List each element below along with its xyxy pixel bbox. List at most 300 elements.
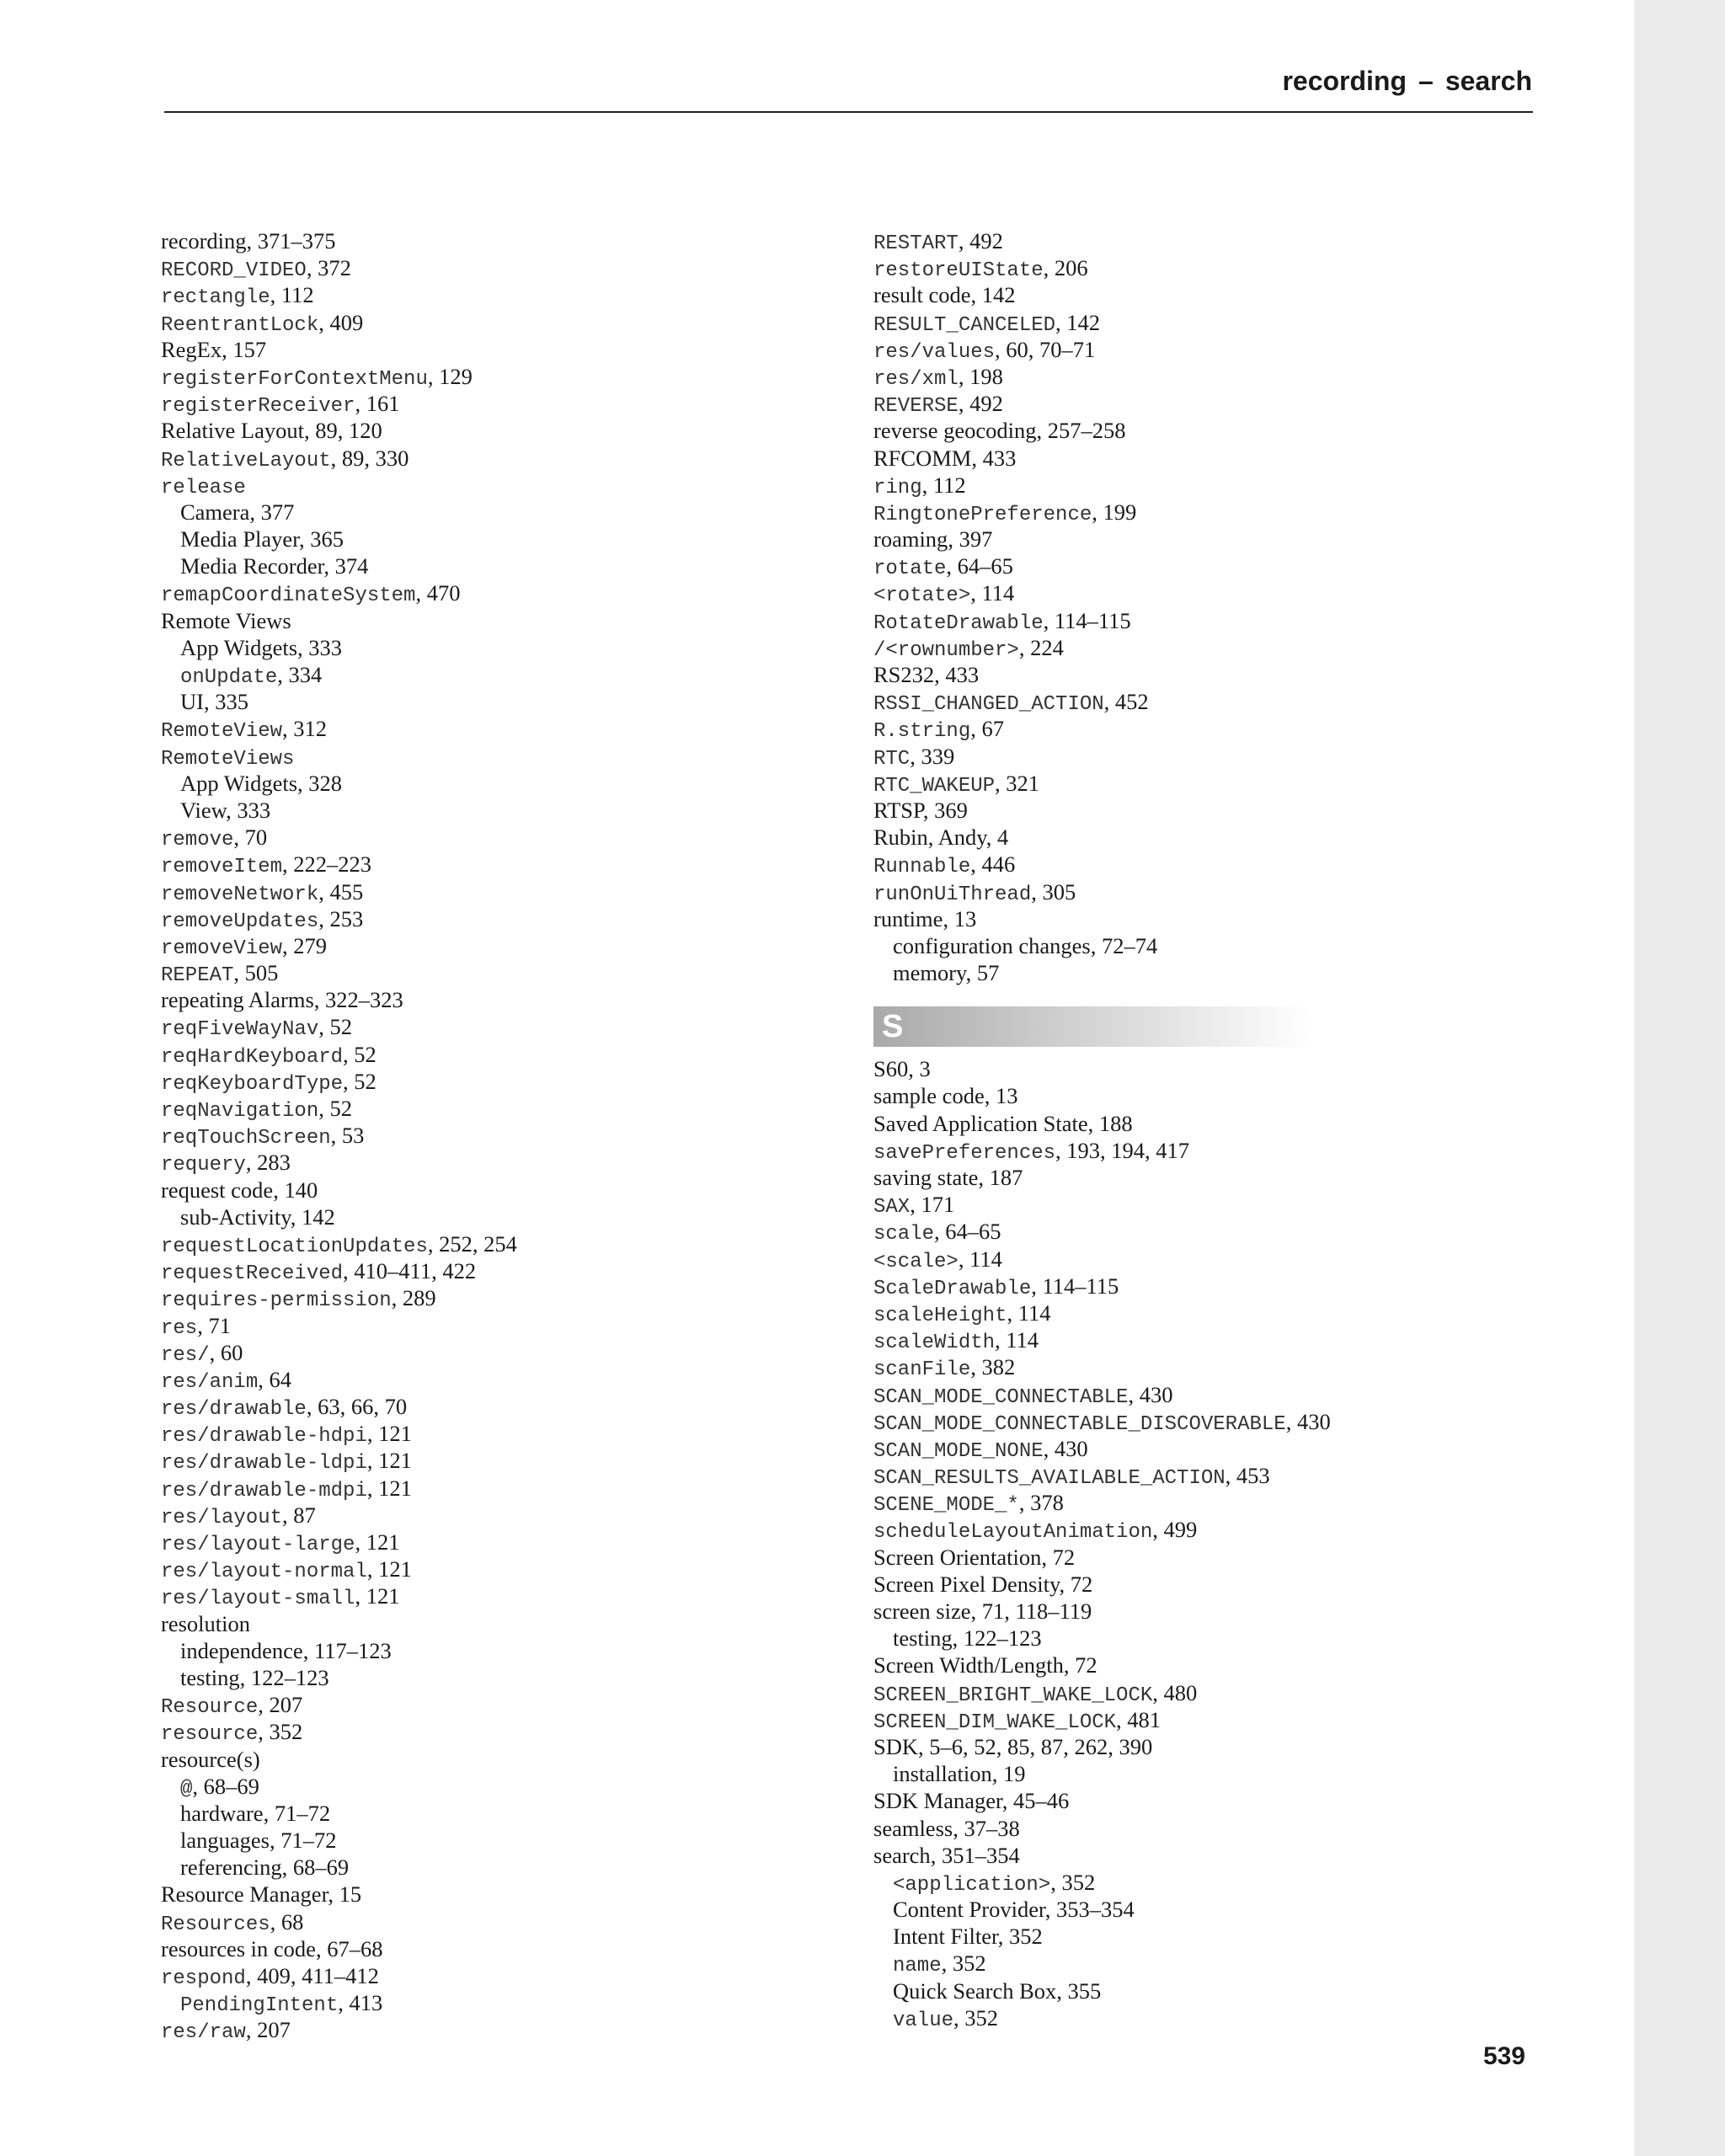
index-page-refs: , 312 xyxy=(282,716,328,742)
index-subentry xyxy=(873,1950,1581,1977)
index-entry xyxy=(873,851,1581,878)
index-page-refs: , 410–411, 422 xyxy=(343,1258,477,1284)
index-page-refs: , 72 xyxy=(1059,1571,1093,1597)
index-term: removeView xyxy=(161,937,283,960)
index-entry xyxy=(161,1746,835,1773)
index-page-refs: , 333 xyxy=(297,634,343,660)
index-entry xyxy=(873,1462,1581,1489)
index-page-refs: , 117–123 xyxy=(302,1637,392,1663)
index-page-refs: , 480 xyxy=(1152,1679,1198,1705)
index-page-refs: , 64 xyxy=(258,1366,291,1392)
index-page-refs: , 15 xyxy=(328,1881,362,1908)
index-entry xyxy=(873,1733,1581,1760)
index-page-refs: , 470 xyxy=(415,580,461,606)
index-entry xyxy=(161,1502,835,1529)
index-entry xyxy=(161,1962,835,1989)
index-page-refs: , 140 xyxy=(273,1177,318,1203)
index-entry xyxy=(873,281,1581,308)
index-term: View xyxy=(180,797,227,823)
index-term: independence xyxy=(180,1637,303,1663)
index-page-refs: , 188 xyxy=(1087,1110,1133,1136)
index-page-refs: , 114–115 xyxy=(1031,1273,1119,1299)
index-term: RESTART xyxy=(873,232,959,255)
index-page-refs: , 322–323 xyxy=(313,987,403,1013)
index-column-left xyxy=(161,227,835,2044)
index-page-refs: , 71 xyxy=(197,1312,231,1338)
index-page-refs: , 129 xyxy=(427,363,473,389)
index-term: requestReceived xyxy=(161,1262,344,1286)
index-page-refs: , 335 xyxy=(203,689,248,715)
index-term: RESULT_CANCELED xyxy=(873,313,1056,337)
index-entry xyxy=(161,1339,835,1366)
index-subentry xyxy=(161,499,835,526)
section-letter-heading xyxy=(873,1006,1311,1047)
index-term: UI xyxy=(180,689,204,715)
index-term: onUpdate xyxy=(180,666,278,689)
index-entry xyxy=(873,309,1581,336)
index-page-refs: , 430 xyxy=(1285,1408,1331,1434)
index-entry xyxy=(873,878,1581,905)
index-entry xyxy=(161,1881,835,1908)
index-entry xyxy=(873,1381,1581,1408)
index-page-refs: , 207 xyxy=(245,2017,291,2043)
index-page-refs: , 52 xyxy=(318,1096,352,1121)
index-page-refs: , 352 xyxy=(258,1719,303,1745)
index-term: res/layout-small xyxy=(161,1588,355,1611)
index-subentry xyxy=(161,1854,835,1881)
index-page-refs: , 122–123 xyxy=(952,1625,1042,1652)
index-term: search xyxy=(873,1842,931,1868)
index-entry xyxy=(161,1284,835,1311)
index-entry xyxy=(161,607,835,634)
index-term: <rotate> xyxy=(873,584,971,608)
index-entry xyxy=(873,770,1581,797)
index-term: scale xyxy=(873,1223,935,1246)
index-term: Resources xyxy=(161,1913,270,1936)
index-page-refs: , 305 xyxy=(1031,878,1076,905)
index-term: Media Recorder xyxy=(180,553,324,579)
index-page-refs: , 377 xyxy=(249,499,295,525)
index-page-refs: , 52 xyxy=(343,1041,377,1067)
index-term: registerReceiver xyxy=(161,395,355,419)
index-entry xyxy=(873,1787,1581,1814)
index-entry xyxy=(161,1041,835,1068)
index-subentry xyxy=(873,1869,1581,1896)
running-head-last-term: search xyxy=(1445,66,1532,96)
index-page-refs: , 71, 118–119 xyxy=(970,1598,1092,1624)
index-page-refs: , 72 xyxy=(1063,1652,1097,1678)
index-page-refs: , 455 xyxy=(318,878,364,905)
index-term: memory xyxy=(893,960,966,986)
index-entry xyxy=(161,1393,835,1420)
index-term: SCREEN_DIM_WAKE_LOCK xyxy=(873,1710,1117,1734)
index-entry xyxy=(873,715,1581,742)
index-term: ScaleDrawable xyxy=(873,1277,1032,1300)
index-entry xyxy=(161,905,835,932)
index-page-refs: , 374 xyxy=(323,553,369,579)
index-term: remapCoordinateSystem xyxy=(161,584,416,608)
index-term: requestLocationUpdates xyxy=(161,1235,428,1258)
index-term: res/layout-large xyxy=(161,1534,355,1556)
index-entry xyxy=(873,1110,1581,1137)
index-entry xyxy=(161,417,835,444)
index-subentry xyxy=(161,688,835,715)
index-entry xyxy=(873,227,1581,254)
index-page-refs: , 481 xyxy=(1116,1706,1162,1732)
index-page-refs: , 114 xyxy=(1007,1299,1051,1326)
index-term: scaleWidth xyxy=(873,1331,996,1355)
index-entry xyxy=(873,1246,1581,1273)
index-entry xyxy=(161,715,835,742)
index-page-refs: , 121 xyxy=(355,1529,400,1555)
index-entry xyxy=(161,1718,835,1745)
index-term: <scale> xyxy=(873,1250,959,1273)
index-subentry xyxy=(161,1800,835,1827)
index-entry xyxy=(873,254,1581,281)
index-term: reverse geocoding xyxy=(873,418,1037,444)
index-page-refs: , 430 xyxy=(1128,1381,1173,1407)
index-term: configuration changes xyxy=(893,932,1091,958)
index-page-refs: , 114 xyxy=(995,1327,1039,1353)
index-term: removeUpdates xyxy=(161,910,319,933)
index-term: res xyxy=(161,1316,198,1340)
index-page-refs: , 72–74 xyxy=(1090,932,1158,958)
index-page-refs: , 37–38 xyxy=(953,1815,1020,1841)
index-entry xyxy=(873,1273,1581,1299)
index-page-refs: , 64–65 xyxy=(946,553,1013,579)
index-term: reqTouchScreen xyxy=(161,1127,331,1150)
section-letter: S xyxy=(882,1009,904,1045)
index-subentry xyxy=(161,770,835,797)
index-term: RTC_WAKEUP xyxy=(873,774,996,798)
index-page-refs: , 142 xyxy=(1055,309,1101,335)
index-term: SDK Manager xyxy=(873,1788,1002,1814)
index-subentry xyxy=(161,1989,835,2016)
index-page-refs: , 446 xyxy=(970,851,1016,878)
index-term: RECORD_VIDEO xyxy=(161,259,307,283)
index-page-refs: , 142 xyxy=(970,282,1016,308)
index-page-refs: , 64–65 xyxy=(934,1219,1001,1245)
index-page-refs: , 352 xyxy=(1050,1869,1096,1895)
index-page-refs: , 63, 66, 70 xyxy=(306,1394,408,1420)
index-page-refs: , 4 xyxy=(985,825,1009,851)
index-term: testing xyxy=(893,1625,953,1652)
index-entry xyxy=(873,552,1581,579)
index-term: App Widgets xyxy=(180,634,298,660)
index-entry xyxy=(873,661,1581,688)
index-entry xyxy=(873,499,1581,526)
index-entry xyxy=(161,1908,835,1935)
index-term: SCAN_RESULTS_AVAILABLE_ACTION xyxy=(873,1467,1226,1491)
index-term: requires-permission xyxy=(161,1289,392,1313)
index-entry xyxy=(873,1137,1581,1164)
index-term: SAX xyxy=(873,1196,911,1219)
index-entry xyxy=(161,1691,835,1718)
index-term: res/drawable-hdpi xyxy=(161,1425,367,1449)
index-term: scanFile xyxy=(873,1358,971,1382)
index-entry xyxy=(161,1177,835,1203)
index-entry xyxy=(161,824,835,851)
index-page-refs: , 222–223 xyxy=(282,851,372,878)
index-page-refs: , 397 xyxy=(948,526,993,552)
index-entry xyxy=(161,1095,835,1122)
index-page-refs: , 161 xyxy=(355,391,400,417)
index-term: res/xml xyxy=(873,367,959,391)
index-term: scaleHeight xyxy=(873,1304,1007,1327)
index-term: reqNavigation xyxy=(161,1100,319,1123)
index-term: Resource Manager xyxy=(161,1881,328,1908)
index-term: reqKeyboardType xyxy=(161,1072,344,1096)
index-page-refs: , 71–72 xyxy=(263,1800,331,1826)
index-page-refs: , 121 xyxy=(366,1475,412,1501)
index-entry xyxy=(161,1122,835,1149)
index-entry xyxy=(873,1706,1581,1733)
index-subentry xyxy=(161,1773,835,1800)
index-page-refs: , 5–6, 52, 85, 87, 262, 390 xyxy=(918,1733,1153,1759)
index-entry xyxy=(873,797,1581,824)
index-page-refs: , 193, 194, 417 xyxy=(1055,1137,1190,1163)
index-entry xyxy=(873,1489,1581,1516)
index-term: RingtonePreference xyxy=(873,503,1092,526)
index-term: requery xyxy=(161,1154,246,1177)
index-term: reqFiveWayNav xyxy=(161,1018,319,1042)
index-term: resources in code xyxy=(161,1935,316,1961)
index-page-refs: , 339 xyxy=(910,743,955,769)
index-term: SCAN_MODE_CONNECTABLE_DISCOVERABLE xyxy=(873,1412,1286,1436)
index-entry xyxy=(161,1420,835,1447)
index-subentry xyxy=(161,552,835,579)
running-head xyxy=(1282,66,1532,97)
index-page-refs: , 409 xyxy=(318,309,364,335)
index-page-refs: , 352 xyxy=(953,2004,999,2031)
index-term: Screen Orientation xyxy=(873,1544,1042,1570)
index-entry xyxy=(873,1164,1581,1191)
index-entry xyxy=(873,1435,1581,1462)
index-term: remove xyxy=(161,829,234,852)
index-entry xyxy=(161,851,835,878)
index-term: Saved Application State xyxy=(873,1110,1088,1136)
index-page-refs: , 68–69 xyxy=(192,1773,259,1799)
index-page-refs: , 60, 70–71 xyxy=(995,336,1096,362)
index-subentry xyxy=(161,1827,835,1854)
index-term: Content Provider xyxy=(893,1897,1045,1923)
index-page-refs: , 13 xyxy=(943,905,977,931)
index-term: Media Player xyxy=(180,526,299,552)
index-page-refs: , 57 xyxy=(965,960,1000,986)
index-term: scheduleLayoutAnimation xyxy=(873,1521,1153,1545)
index-entry xyxy=(161,472,835,499)
page-number: 539 xyxy=(1482,2042,1525,2070)
index-page-refs: , 13 xyxy=(984,1083,1018,1109)
index-entry xyxy=(873,1571,1581,1598)
index-entry xyxy=(873,1842,1581,1869)
index-entry xyxy=(161,1529,835,1556)
index-page-refs: , 70 xyxy=(233,825,268,851)
index-entry xyxy=(873,1353,1581,1380)
index-page-refs: , 492 xyxy=(958,228,1003,253)
index-page-refs: , 68 xyxy=(270,1908,304,1935)
index-term: RTC xyxy=(873,747,911,771)
index-page-refs: , 328 xyxy=(297,770,343,796)
index-entry xyxy=(161,579,835,606)
page-margin-strip xyxy=(1634,0,1725,2156)
index-entry xyxy=(873,1598,1581,1625)
index-term: name xyxy=(893,1955,942,1978)
index-subentry xyxy=(873,1977,1581,2004)
index-entry xyxy=(873,824,1581,851)
index-entry xyxy=(873,1408,1581,1435)
index-page-refs: , 68–69 xyxy=(281,1854,350,1881)
running-head-first-term: recording xyxy=(1282,66,1407,96)
index-term: RotateDrawable xyxy=(873,611,1044,635)
index-term: res/values xyxy=(873,340,996,364)
index-page-refs: , 89, 120 xyxy=(304,418,382,444)
index-entry xyxy=(161,254,835,281)
index-entry xyxy=(873,743,1581,770)
index-entry xyxy=(873,1218,1581,1245)
index-page-refs: , 187 xyxy=(978,1165,1023,1190)
index-term: SDK xyxy=(873,1733,919,1759)
index-entry xyxy=(873,1652,1581,1678)
index-page-refs: , 198 xyxy=(958,363,1003,389)
index-page-refs: , 430 xyxy=(1043,1435,1088,1461)
index-page-refs: , 433 xyxy=(934,662,980,687)
index-entry xyxy=(161,1935,835,1962)
index-term: RelativeLayout xyxy=(161,449,331,472)
index-term: RegEx xyxy=(161,336,222,362)
index-entry xyxy=(161,1556,835,1582)
index-subentry xyxy=(161,1664,835,1691)
index-term: RFCOMM xyxy=(873,445,972,471)
index-page-refs: , 499 xyxy=(1152,1517,1198,1543)
index-term: resource xyxy=(161,1723,259,1747)
index-page-refs: , 289 xyxy=(391,1285,436,1311)
index-term: recording xyxy=(161,228,247,253)
index-entry xyxy=(873,417,1581,444)
index-term: installation xyxy=(893,1761,992,1787)
index-term: sub-Activity xyxy=(180,1203,291,1230)
index-term: testing xyxy=(180,1664,240,1690)
index-term: res/layout xyxy=(161,1506,283,1529)
index-term: resolution xyxy=(161,1610,250,1636)
index-page-refs: , 112 xyxy=(270,282,314,308)
index-entry xyxy=(161,445,835,472)
index-term: savePreferences xyxy=(873,1141,1056,1165)
index-page-refs: , 351–354 xyxy=(930,1842,1020,1868)
index-page-refs: , 352 xyxy=(941,1951,986,1977)
index-term: Resource xyxy=(161,1696,259,1720)
index-term: rectangle xyxy=(161,286,270,310)
index-term: result code xyxy=(873,282,971,308)
index-entry xyxy=(161,281,835,308)
index-page-refs: , 114 xyxy=(958,1246,1002,1272)
index-subentry xyxy=(161,1637,835,1664)
index-subentry xyxy=(873,1923,1581,1950)
index-page-refs: , 371–375 xyxy=(246,228,336,253)
index-term: rotate xyxy=(873,558,947,581)
index-term: Runnable xyxy=(873,856,971,879)
index-entry xyxy=(161,1610,835,1637)
index-page-refs: , 45–46 xyxy=(1001,1788,1070,1814)
index-page-refs: , 71–72 xyxy=(269,1828,337,1854)
index-term: SCREEN_BRIGHT_WAKE_LOCK xyxy=(873,1684,1153,1707)
index-term: RemoteViews xyxy=(161,747,295,771)
index-page-refs: , 121 xyxy=(366,1448,412,1474)
index-page-refs: , 114–115 xyxy=(1043,607,1131,633)
index-term: release xyxy=(161,476,246,499)
index-page-refs: , 252, 254 xyxy=(427,1230,517,1257)
index-term: RTSP xyxy=(873,797,923,823)
index-term: REVERSE xyxy=(873,395,959,419)
index-entry xyxy=(873,1679,1581,1706)
index-subentry xyxy=(873,2004,1581,2031)
index-term: ReentrantLock xyxy=(161,313,319,337)
index-term: registerForContextMenu xyxy=(161,367,428,391)
index-page-refs: , 333 xyxy=(226,797,271,823)
index-page-refs: , 353–354 xyxy=(1044,1897,1135,1923)
index-entry xyxy=(873,445,1581,472)
index-entry xyxy=(873,390,1581,417)
index-group-s xyxy=(873,1055,1581,2031)
index-term: respond xyxy=(161,1967,246,1990)
index-entry xyxy=(161,743,835,770)
index-page-refs: , 142 xyxy=(290,1203,335,1230)
index-entry xyxy=(873,1326,1581,1353)
index-subentry xyxy=(161,634,835,661)
index-term: runOnUiThread xyxy=(873,883,1032,906)
index-term: App Widgets xyxy=(180,770,298,796)
index-page-refs: , 505 xyxy=(233,960,279,986)
index-entry xyxy=(161,1149,835,1176)
index-entry xyxy=(161,1257,835,1284)
index-entry xyxy=(161,932,835,959)
index-term: Remote Views xyxy=(161,607,291,633)
index-page-refs: , 283 xyxy=(245,1150,291,1176)
index-subentry xyxy=(873,959,1581,986)
index-page-refs: , 224 xyxy=(1018,634,1064,660)
index-page-refs: , 157 xyxy=(222,336,267,362)
index-entry xyxy=(161,336,835,363)
index-page-refs: , 171 xyxy=(910,1192,955,1218)
index-term: ring xyxy=(873,476,922,499)
index-page-refs: , 355 xyxy=(1056,1977,1102,2004)
index-entry xyxy=(161,227,835,254)
index-entry xyxy=(161,1475,835,1502)
index-page-refs: , 112 xyxy=(921,472,966,498)
index-term: PendingIntent xyxy=(180,1994,339,2018)
index-group-r xyxy=(873,227,1581,986)
index-term: request code xyxy=(161,1177,274,1203)
index-entry xyxy=(161,1230,835,1257)
index-term: removeNetwork xyxy=(161,883,319,906)
index-term: <application> xyxy=(893,1873,1051,1897)
index-entry xyxy=(873,336,1581,363)
index-subentry xyxy=(161,1203,835,1230)
index-term: SCENE_MODE_* xyxy=(873,1494,1019,1518)
index-column-right xyxy=(873,227,1581,2031)
index-page-refs: , 369 xyxy=(922,797,968,823)
index-page-refs: , 453 xyxy=(1225,1463,1270,1489)
header-rule xyxy=(164,111,1533,113)
index-page-refs: , 433 xyxy=(971,445,1017,471)
index-term: res/raw xyxy=(161,2021,246,2045)
index-term: res/anim xyxy=(161,1370,259,1394)
index-page-refs: , 87 xyxy=(282,1502,316,1528)
index-term: Screen Pixel Density xyxy=(873,1571,1060,1597)
index-page-refs: , 321 xyxy=(995,770,1040,796)
index-term: Camera xyxy=(180,499,250,525)
index-page-refs: , 52 xyxy=(318,1014,352,1040)
